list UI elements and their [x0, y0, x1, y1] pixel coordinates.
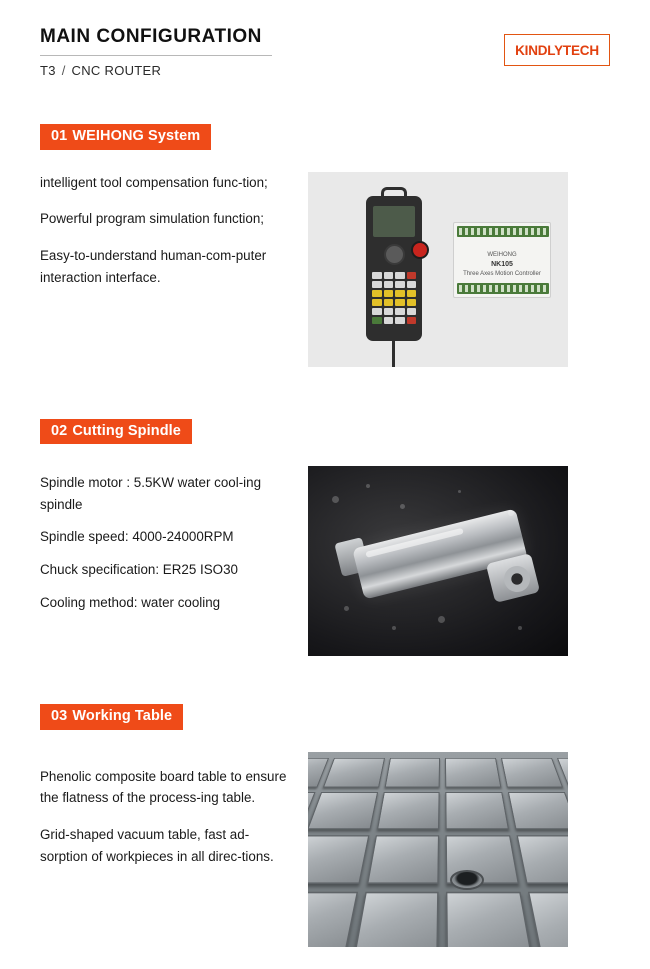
controller-brand: WEIHONG	[487, 251, 517, 258]
table-cell	[308, 835, 369, 884]
table-cell	[445, 758, 501, 787]
key	[384, 272, 394, 279]
water-droplet	[458, 490, 461, 493]
section-media-02	[308, 466, 610, 656]
title-divider	[40, 55, 272, 56]
key	[372, 308, 382, 315]
section-title-02: Cutting Spindle	[72, 422, 181, 439]
table-cell	[366, 835, 439, 884]
water-droplet	[366, 484, 370, 488]
section-text-02	[40, 466, 292, 656]
emergency-stop-button-icon	[411, 241, 429, 259]
key	[372, 290, 382, 297]
section-working-table	[40, 704, 610, 947]
table-cell	[323, 758, 385, 787]
key	[407, 281, 417, 288]
section-number-02: 02	[51, 422, 68, 439]
paragraph: Spindle motor : 5.5KW water cool-ing spindle	[40, 475, 262, 512]
terminal-strip-top	[457, 226, 549, 237]
paragraph: Cooling method: water cooling	[40, 594, 221, 610]
water-droplet	[332, 496, 339, 503]
paragraph: Phenolic composite board table to ensure the flatness of the process-ing table.	[40, 768, 287, 806]
section-text-01	[40, 172, 292, 367]
brand-logo	[504, 34, 610, 66]
table-cell	[446, 792, 510, 829]
key	[372, 299, 382, 306]
water-droplet	[400, 504, 405, 509]
key	[395, 317, 405, 324]
model-label: T3	[40, 63, 56, 78]
section-media-03	[308, 752, 610, 947]
terminal-strip-bottom	[457, 283, 549, 294]
section-title-01: WEIHONG System	[72, 128, 201, 144]
table-cell	[384, 758, 440, 787]
section-number-03: 03	[51, 708, 68, 724]
key	[407, 317, 417, 324]
table-cell	[376, 792, 440, 829]
category-label: CNC ROUTER	[71, 63, 162, 78]
subtitle-separator: /	[61, 63, 66, 78]
section-cutting-spindle	[40, 419, 610, 657]
section-weihong-system	[40, 124, 610, 367]
section-badge-02	[40, 419, 192, 445]
working-table-photo	[308, 752, 568, 947]
key	[407, 290, 417, 297]
water-droplet	[392, 626, 396, 630]
cutting-spindle-photo	[308, 466, 568, 656]
jog-dial-icon	[384, 244, 405, 265]
controller-model: NK105	[491, 260, 513, 268]
controller-caption: Three Axes Motion Controller	[463, 271, 541, 277]
key	[384, 317, 394, 324]
table-cell	[353, 891, 440, 946]
paragraph: intelligent tool compensation func-tion;	[40, 174, 268, 190]
section-title-03: Working Table	[72, 708, 173, 724]
water-droplet	[518, 626, 522, 630]
paragraph: Spindle speed: 4000-24000RPM	[40, 529, 234, 545]
section-number-01: 01	[51, 128, 68, 144]
table-cell	[508, 792, 568, 829]
table-cell	[528, 891, 568, 946]
vacuum-port-icon	[450, 870, 484, 890]
handheld-pendant-icon	[366, 196, 422, 341]
key	[384, 299, 394, 306]
pendant-keypad	[372, 272, 416, 324]
key	[407, 308, 417, 315]
key	[395, 290, 405, 297]
pendant-cable	[392, 341, 395, 367]
key	[372, 317, 382, 324]
motion-controller-box	[453, 222, 551, 298]
water-droplet	[438, 616, 445, 623]
key	[384, 281, 394, 288]
section-badge-03	[40, 704, 183, 730]
key	[395, 281, 405, 288]
pendant-screen	[373, 206, 415, 237]
pendant-handle	[381, 187, 407, 199]
key	[407, 299, 417, 306]
sections-container	[0, 124, 650, 947]
table-cell	[308, 891, 358, 946]
table-cell	[501, 758, 563, 787]
section-badge-01	[40, 124, 211, 150]
paragraph: Chuck specification: ER25 ISO30	[40, 562, 238, 578]
key	[384, 290, 394, 297]
table-cell	[308, 792, 378, 829]
page-title: MAIN CONFIGURATION	[40, 26, 262, 47]
section-media-01	[308, 172, 610, 367]
weihong-controller-photo	[308, 172, 568, 367]
key	[372, 281, 382, 288]
table-cell	[447, 891, 534, 946]
key	[407, 272, 417, 279]
key	[384, 308, 394, 315]
section-text-03	[40, 752, 292, 947]
key	[395, 299, 405, 306]
key	[395, 272, 405, 279]
key	[395, 308, 405, 315]
key	[372, 272, 382, 279]
page-header	[0, 0, 650, 78]
paragraph: Easy-to-understand human-com-puter interaction interface.	[40, 247, 267, 285]
vacuum-table-grid	[308, 758, 568, 947]
controller-labels	[454, 251, 550, 280]
brand-logo-text: KINDLYTECH	[515, 42, 599, 58]
water-droplet	[344, 606, 349, 611]
paragraph: Grid-shaped vacuum table, fast ad-sorption of workpieces in all direc-tions.	[40, 826, 274, 864]
paragraph: Powerful program simulation function;	[40, 211, 265, 227]
table-cell	[517, 835, 568, 884]
water-droplet	[508, 510, 514, 516]
